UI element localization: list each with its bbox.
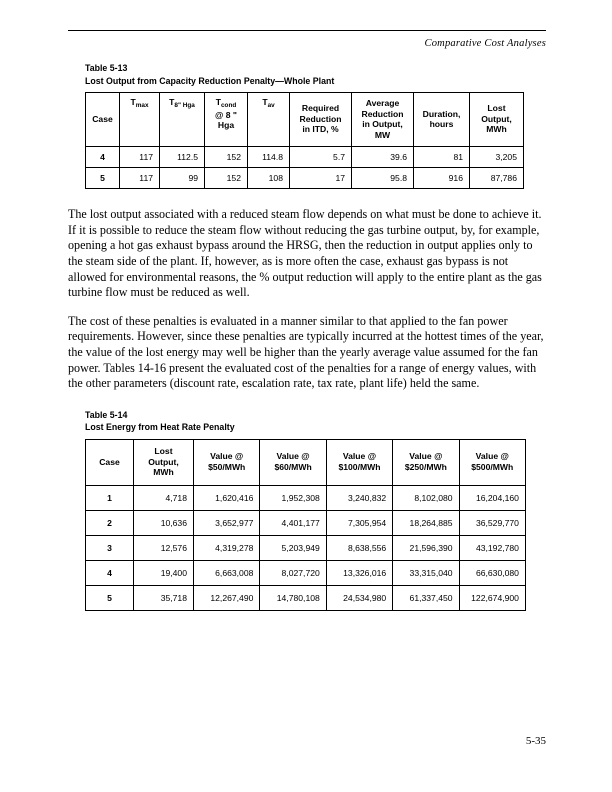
col-header-line: Average: [365, 98, 400, 108]
col-header-line: Required: [301, 103, 340, 114]
paragraph-lost-output: The lost output associated with a reduced steam flow depends on what must be done to achieve it. If it is possible to reduce the steam flow without reducing the gas turbine output, by, for example, opening a hot gas exhaust bypass around the HRSG, then the reduction in output applies only to the steam side of the plant. If, however, as is more often the case, exhaust gas bypass is not allowed for environmental reasons, the % output reduction will apply to the entire plant as the gas turbine flow must be reduced as well.: [68, 207, 542, 300]
cell-case: 3: [86, 535, 134, 560]
cell-value-60: 8,027,720: [260, 560, 326, 585]
cell-value-100: 3,240,832: [326, 485, 392, 510]
table-header-row: [86, 93, 524, 147]
col-header-case: [86, 439, 134, 485]
cell-required-reduction: 17: [290, 168, 352, 189]
cell-value-500: 36,529,770: [459, 510, 525, 535]
col-header-line: Value @: [210, 451, 244, 462]
col-header-average-reduction-output: [352, 93, 414, 147]
cell-value-60: 14,780,108: [260, 585, 326, 610]
cell-lost-output: 19,400: [134, 560, 194, 585]
cell-value-500: 122,674,900: [459, 585, 525, 610]
col-header-line: MWh: [153, 467, 174, 478]
col-header-case: [86, 93, 120, 147]
col-header-line: Case: [99, 456, 120, 467]
cell-value-50: 3,652,977: [194, 510, 260, 535]
table-5-13-caption-title: Lost Output from Capacity Reduction Penalty—Whole Plant: [85, 75, 335, 86]
table-5-13: [85, 92, 524, 189]
col-header-line: Value @: [276, 451, 310, 462]
table-row: [86, 535, 526, 560]
cell-lost-output: 12,576: [134, 535, 194, 560]
cell-t8hga: 99: [160, 168, 205, 189]
col-header-required-reduction-itd: [290, 93, 352, 147]
col-header-line: @ 8 ": [214, 109, 237, 120]
col-header-lost-output-mwh: [134, 439, 194, 485]
table-row: [86, 585, 526, 610]
col-header-line: $500/MWh: [471, 461, 514, 472]
col-header-symbol: T: [215, 97, 221, 108]
table-5-14-caption-title: Lost Energy from Heat Rate Penalty: [85, 422, 235, 433]
col-header-tmax: [120, 93, 160, 147]
page-number: 5-35: [525, 735, 546, 747]
col-header-t8hga: [160, 93, 205, 147]
table-5-14-caption: [85, 409, 546, 434]
cell-average-reduction: 95.8: [352, 168, 414, 189]
cell-required-reduction: 5.7: [290, 147, 352, 168]
table-row: [86, 560, 526, 585]
col-header-line: Value @: [409, 451, 443, 462]
cell-tcond: 152: [205, 168, 248, 189]
cell-value-60: 4,401,177: [260, 510, 326, 535]
table-header-row: [86, 439, 526, 485]
cell-tcond: 152: [205, 147, 248, 168]
cell-tav: 114.8: [248, 147, 290, 168]
col-header-line: hours: [429, 119, 454, 130]
cell-value-50: 1,620,416: [194, 485, 260, 510]
col-header-line: $250/MWh: [404, 461, 447, 472]
table-5-13-body: [86, 147, 524, 189]
cell-lost-output: 87,786: [470, 168, 524, 189]
header-rule: [68, 30, 546, 31]
col-header-line: Hga: [217, 120, 235, 131]
col-header-line: Lost: [487, 103, 506, 114]
col-header-value-100: [326, 439, 392, 485]
cell-case: 1: [86, 485, 134, 510]
cell-case: 2: [86, 510, 134, 535]
col-header-line: Lost: [154, 446, 173, 457]
cell-value-100: 13,326,016: [326, 560, 392, 585]
table-5-14: [85, 439, 526, 611]
col-header-symbol: T: [130, 97, 136, 108]
cell-value-250: 18,264,885: [393, 510, 459, 535]
cell-tav: 108: [248, 168, 290, 189]
cell-lost-output: 3,205: [470, 147, 524, 168]
col-header-line: in ITD, %: [302, 124, 339, 135]
cell-value-50: 6,663,008: [194, 560, 260, 585]
cell-value-250: 33,315,040: [393, 560, 459, 585]
col-header-value-50: [194, 439, 260, 485]
col-header-value-60: [260, 439, 326, 485]
cell-case: 4: [86, 147, 120, 168]
cell-lost-output: 35,718: [134, 585, 194, 610]
cell-case: 5: [86, 585, 134, 610]
cell-lost-output: 10,636: [134, 510, 194, 535]
col-header-line: Case: [92, 113, 113, 124]
col-header-lost-output-mwh: [470, 93, 524, 147]
col-header-duration-hours: [414, 93, 470, 147]
col-header-line: Value @: [475, 451, 509, 462]
col-header-line: Duration,: [422, 108, 461, 119]
col-header-symbol-line: [208, 97, 244, 110]
col-header-value-250: [393, 439, 459, 485]
col-header-line: MWh: [486, 124, 507, 135]
col-header-subscript: 8" Hga: [174, 102, 195, 110]
cell-value-50: 4,319,278: [194, 535, 260, 560]
col-header-line: Value @: [342, 451, 377, 462]
col-header-value-500: [459, 439, 525, 485]
spacer: [68, 189, 546, 207]
cell-t8hga: 112.5: [160, 147, 205, 168]
table-5-14-body: [86, 485, 526, 610]
running-head: Comparative Cost Analyses: [424, 38, 546, 49]
cell-value-500: 66,630,080: [459, 560, 525, 585]
spacer: [68, 392, 546, 409]
table-5-14-header: [86, 439, 526, 485]
table-5-14-caption-number: Table 5-14: [85, 409, 128, 420]
cell-value-250: 21,596,390: [393, 535, 459, 560]
cell-value-60: 5,203,949: [260, 535, 326, 560]
col-header-line: $100/MWh: [338, 461, 381, 472]
cell-value-60: 1,952,308: [260, 485, 326, 510]
cell-value-50: 12,267,490: [194, 585, 260, 610]
table-5-13-caption: [85, 62, 546, 87]
cell-tmax: 117: [120, 168, 160, 189]
col-header-symbol: T: [169, 97, 175, 108]
col-header-line: $60/MWh: [274, 461, 312, 472]
col-header-subscript: av: [267, 102, 275, 110]
cell-value-500: 43,192,780: [459, 535, 525, 560]
page-content: [68, 62, 546, 611]
cell-case: 4: [86, 560, 134, 585]
table-5-13-header: [86, 93, 524, 147]
col-header-subscript: max: [135, 102, 149, 110]
col-header-line: $50/MWh: [208, 461, 246, 472]
col-header-line: in Output,: [362, 119, 403, 130]
cell-average-reduction: 39.6: [352, 147, 414, 168]
cell-value-250: 61,337,450: [393, 585, 459, 610]
col-header-line: Reduction: [299, 113, 342, 124]
table-row: [86, 147, 524, 168]
cell-case: 5: [86, 168, 120, 189]
cell-value-500: 16,204,160: [459, 485, 525, 510]
col-header-line: Output,: [481, 113, 512, 124]
col-header-symbol: T: [262, 97, 268, 108]
col-header-line: Reduction: [361, 108, 404, 119]
spacer: [68, 301, 546, 314]
cell-duration: 81: [414, 147, 470, 168]
col-header-line: Output,: [148, 456, 179, 467]
cell-duration: 916: [414, 168, 470, 189]
cell-value-100: 24,534,980: [326, 585, 392, 610]
cell-value-100: 8,638,556: [326, 535, 392, 560]
paragraph-cost-evaluation: The cost of these penalties is evaluated in a manner similar to that applied to the fan power requirements. However, since these penalties are typically incurred at the hottest times of the year, the value of the lost energy may well be higher than the yearly average value assumed for the fan power. Tables 14-16 present the evaluated cost of the penalties for a range of energy values, with the other parameters (discount rate, escalation rate, tax rate, plant life) held the same.: [68, 313, 544, 391]
cell-value-250: 8,102,080: [393, 485, 459, 510]
cell-value-100: 7,305,954: [326, 510, 392, 535]
cell-tmax: 117: [120, 147, 160, 168]
col-header-tcond: [205, 93, 248, 147]
table-row: [86, 510, 526, 535]
cell-lost-output: 4,718: [134, 485, 194, 510]
table-row: [86, 485, 526, 510]
col-header-line: MW: [374, 129, 391, 140]
table-5-13-caption-number: Table 5-13: [85, 63, 128, 73]
col-header-tav: [248, 93, 290, 147]
table-row: [86, 168, 524, 189]
col-header-subscript: cond: [220, 102, 237, 110]
